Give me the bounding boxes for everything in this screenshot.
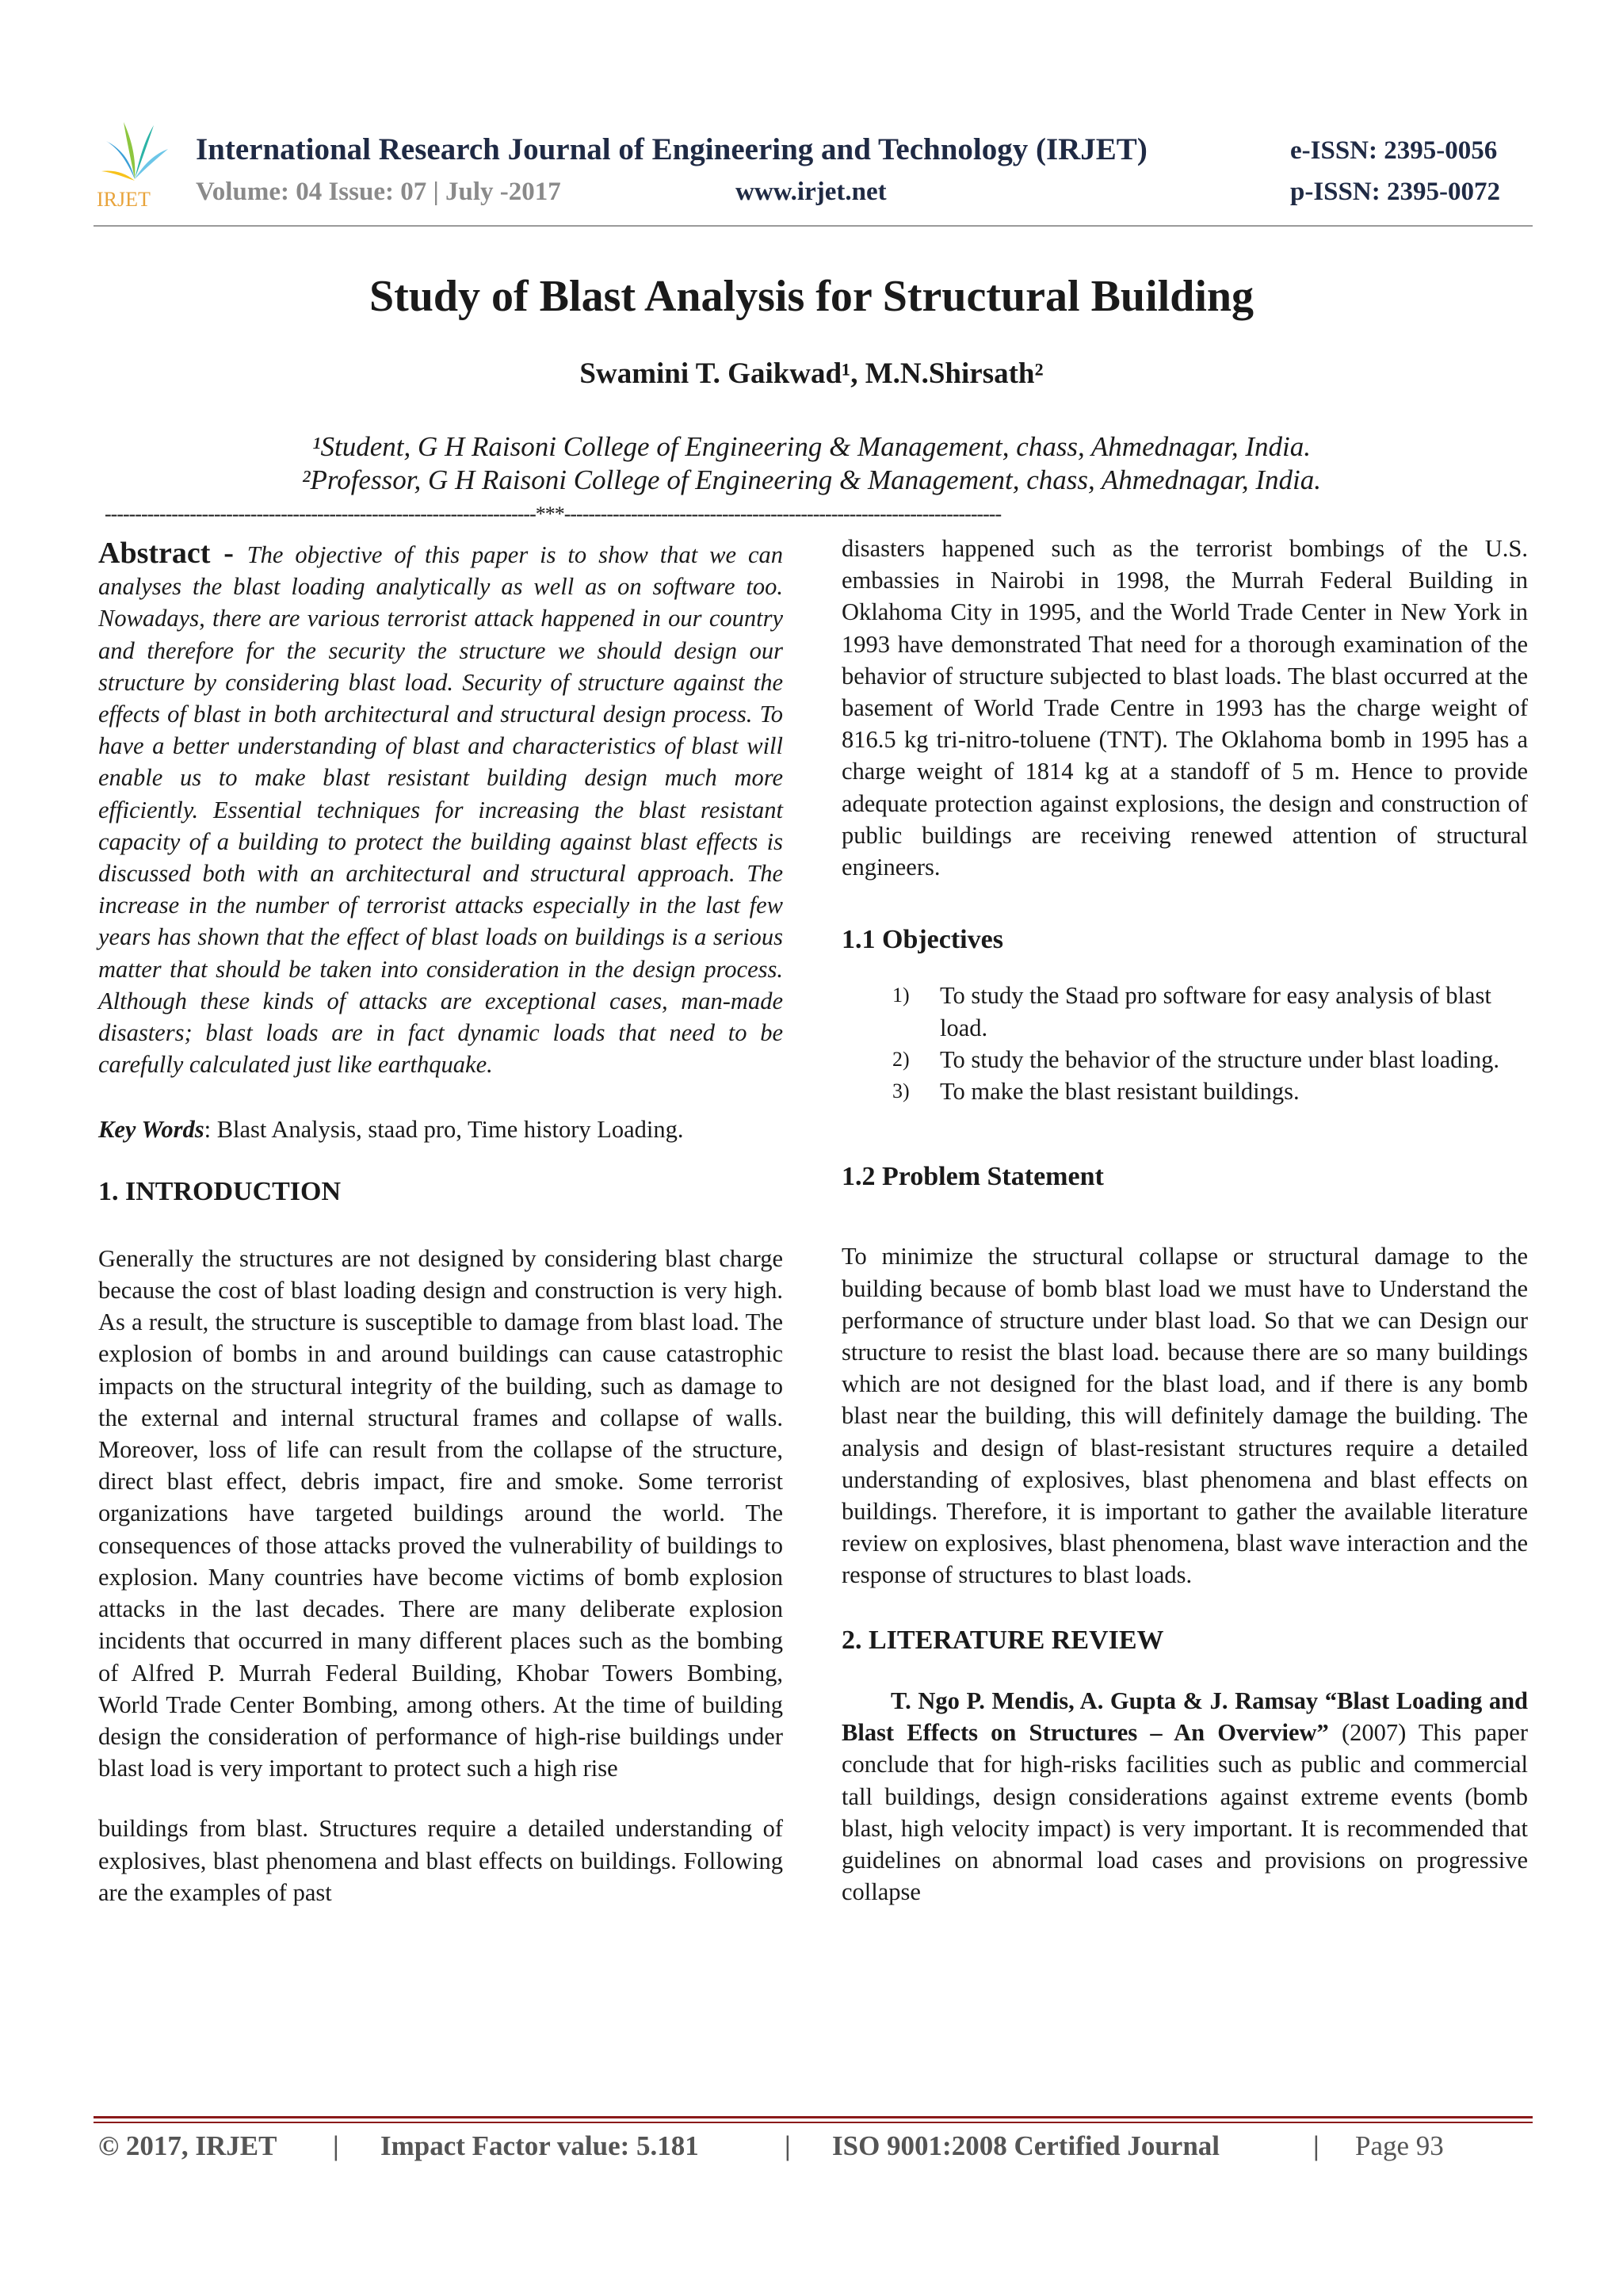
- objective-item: [842, 1044, 1528, 1075]
- problem-statement-heading: 1.2 Problem Statement: [842, 1162, 1104, 1192]
- footer-rule-top: [94, 2116, 1533, 2118]
- literature-reference: [842, 1685, 1528, 1908]
- introduction-paragraph-2: buildings from blast. Structures require a detailed understanding of explosives, blast phenomena and blast effects on buildings. Following are the examples of past: [98, 1815, 783, 1906]
- title-separator: -----------------------------------------------------------------------***------------------------------------------------------------------------: [105, 502, 1002, 525]
- abstract-label: Abstract -: [98, 537, 247, 570]
- abstract: [98, 537, 783, 1080]
- objective-number: 2): [892, 1047, 910, 1071]
- problem-statement-text: To minimize the structural collapse or structural damage to the building because of bomb blast load we must have to Understand the performance of structure under blast load. So that we can Design our structure to resist the blast load. because there are so many buildings which are not designed for the blast load, and if there is any bomb blast near the building, this will definitely damage the building. The analysis and design of blast-resistant structures require a detailed understanding of explosives, blast phenomena and blast effects on buildings. Therefore, it is important to gather the available literature review on explosives, blast phenomena, blast wave interaction and the response of structures to blast loads.: [842, 1243, 1528, 1589]
- keywords-text: : Blast Analysis, staad pro, Time history Loading.: [204, 1116, 684, 1144]
- keywords-label: Key Words: [98, 1116, 204, 1144]
- objective-number: 3): [892, 1079, 910, 1103]
- e-issn: e-ISSN: 2395-0056: [1290, 136, 1498, 165]
- authors: Swamini T. Gaikwad¹, M.N.Shirsath²: [579, 357, 1044, 390]
- objective-item: [842, 1075, 1528, 1107]
- footer-iso: ISO 9001:2008 Certified Journal: [832, 2130, 1220, 2161]
- literature-review-heading: 2. LITERATURE REVIEW: [842, 1625, 1164, 1655]
- logo-leaf-yellow: [101, 171, 135, 181]
- page-number: Page 93: [1355, 2130, 1444, 2161]
- footer-separator: |: [1313, 2130, 1319, 2161]
- logo-leaf-green: [124, 122, 135, 179]
- footer-separator: |: [785, 2130, 791, 2161]
- logo-leaf-teal: [135, 125, 154, 179]
- footer-separator: |: [333, 2130, 339, 2161]
- affiliation-2: ²Professor, G H Raisoni College of Engineering & Management, chass, Ahmednagar, India.: [302, 464, 1321, 495]
- objective-text: To make the blast resistant buildings.: [940, 1078, 1300, 1106]
- irjet-logo: [95, 117, 174, 211]
- left-column: [98, 537, 783, 1908]
- logo-text: IRJET: [97, 188, 151, 211]
- journal-title: International Research Journal of Engineering and Technology (IRJET): [196, 132, 1148, 166]
- objectives-heading: 1.1 Objectives: [842, 925, 1003, 955]
- objectives-list: [842, 980, 1528, 1107]
- journal-website: www.irjet.net: [735, 178, 887, 206]
- header-divider: [94, 225, 1533, 227]
- objective-text: To study the behavior of the structure under blast loading.: [940, 1045, 1499, 1073]
- reference-summary: (2007) This paper conclude that for high-risks facilities such as public and commercial tall buildings, design considerations against extreme events (bomb blast, high velocity impact) is very important. It is recommended that guidelines on abnormal load cases and provisions on progressive collapse: [842, 1719, 1528, 1906]
- footer-copyright: © 2017, IRJET: [98, 2130, 277, 2161]
- footer-rule-bottom: [94, 2122, 1533, 2123]
- footer-impact-factor: Impact Factor value: 5.181: [380, 2130, 699, 2161]
- introduction-paragraph-3: disasters happened such as the terrorist bombings of the U.S. embassies in Nairobi in 1998, the Murrah Federal Building in Oklahoma City in 1995, and the World Trade Center in New York in 1993 have demonstrated That need for a thorough examination of the behavior of structure subjected to blast loads. The blast occurred at the basement of World Trade Centre in 1993 has the charge weight of 816.5 kg tri-nitro-toluene (TNT). The Oklahoma bomb in 1995 has a charge weight of 1814 kg at a standoff of 5 m. Hence to provide adequate protection against explosions, the design and construction of public buildings are receiving renewed attention of structural engineers.: [842, 535, 1528, 881]
- objective-text: To study the Staad pro software for easy analysis of blast load.: [940, 982, 1491, 1041]
- right-column: [842, 533, 1528, 1908]
- abstract-text: The objective of this paper is to show that we can analyses the blast loading analytically as well as on software too. Nowadays, there are various terrorist attack happened in our country and therefore for the security the structure we should design our structure by considering blast load. Security of structure against the effects of blast in both architectural and structural design process. To have a better understanding of blast and characteristics of blast will enable us to make blast resistant building design much more efficiently. Essential techniques for increasing the blast resistant capacity of a building to protect the building against blast effects is discussed both with an architectural and structural approach. The increase in the number of terrorist attacks especially in the last few years has shown that the effect of blast loads on buildings is a serious matter that should be taken into consideration in the design process. Although these kinds of attacks are exceptional cases, man-made disasters; blast loads are in fact dynamic loads that need to be carefully calculated just like earthquake.: [98, 541, 783, 1079]
- objective-number: 1): [892, 984, 910, 1007]
- affiliation-1: ¹Student, G H Raisoni College of Engineering & Management, chass, Ahmednagar, India.: [312, 431, 1311, 462]
- keywords: [98, 1114, 783, 1145]
- paper-title: Study of Blast Analysis for Structural Building: [369, 272, 1254, 321]
- volume-issue: Volume: 04 Issue: 07 | July -2017: [196, 178, 561, 206]
- p-issn: p-ISSN: 2395-0072: [1290, 178, 1500, 206]
- introduction-heading: 1. INTRODUCTION: [98, 1176, 342, 1206]
- introduction-paragraph-1: Generally the structures are not designed by considering blast charge because the cost of blast loading design and construction is very high. As a result, the structure is susceptible to damage from blast load. The explosion of bombs in and around buildings can cause catastrophic impacts on the structural integrity of the building, such as damage to the external and internal structural frames and collapse of walls. Moreover, loss of life can result from the collapse of the structure, direct blast effect, debris impact, fire and smoke. Some terrorist organizations have targeted buildings around the world. The consequences of those attacks proved the vulnerability of buildings to explosion. Many countries have become victims of bomb explosion attacks in the last decades. There are many deliberate explosion incidents that occurred in many different places such as the bombing of Alfred P. Murrah Federal Building, Khobar Towers Bombing, World Trade Center Bombing, among others. At the time of building design the consideration of performance of high-rise buildings under blast load is very important to protect such a high rise: [98, 1244, 783, 1782]
- reference-title: T. Ngo P. Mendis, A. Gupta & J. Ramsay “Blast Loading and Blast Effects on Structures – An Overview”: [842, 1687, 1528, 1747]
- objective-item: [842, 980, 1528, 1043]
